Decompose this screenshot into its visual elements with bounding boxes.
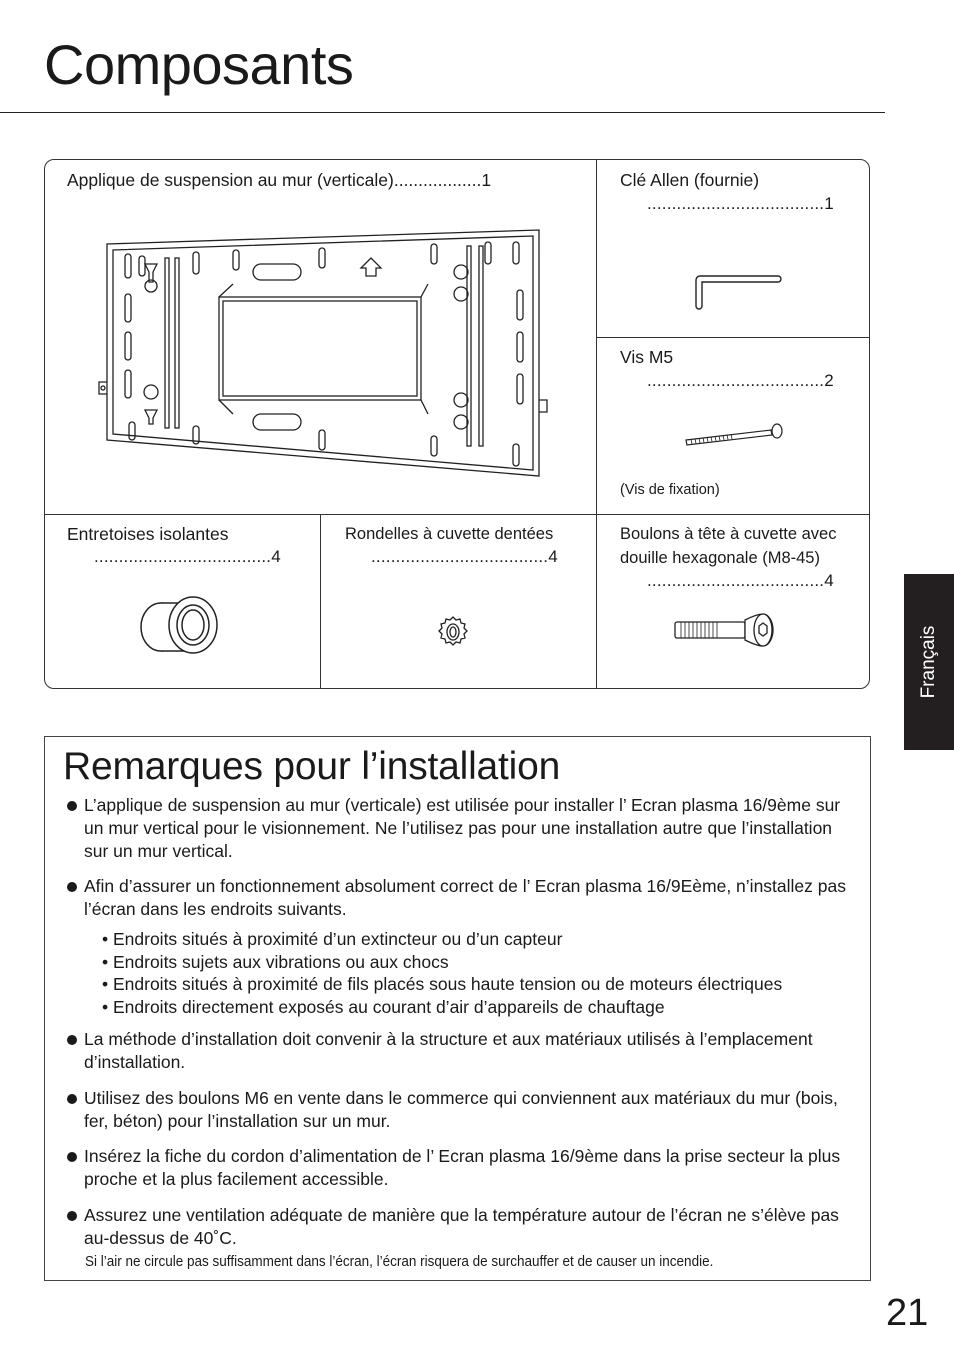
installation-remarks [44, 736, 871, 1281]
sub-item: • Endroits directement exposés au courant d’air d’appareils de chauftage [102, 997, 665, 1017]
bullet-icon [67, 1094, 77, 1104]
component-quantity: ....................................2 [647, 371, 834, 390]
language-label: Français [918, 625, 939, 699]
bullet-icon [67, 1152, 77, 1162]
component-label: Vis M5 [620, 347, 674, 367]
bullet-icon [67, 1211, 77, 1221]
grid-divider [596, 160, 597, 689]
sub-item: • Endroits situés à proximité d’un extincteur ou d’un capteur [102, 929, 563, 949]
component-note: (Vis de fixation) [620, 482, 720, 498]
remark-item: Utilisez des boulons M6 en vente dans le commerce qui conviennent aux matériaux du mur (bois, fer, béton) pour l’installation sur un mur. [67, 1087, 857, 1133]
wall-bracket-icon [93, 222, 553, 482]
allen-key-icon [688, 270, 784, 310]
component-quantity: ....................................4 [371, 547, 558, 566]
remarks-title: Remarques pour l’installation [63, 745, 561, 788]
sub-item: • Endroits situés à proximité de fils placés sous haute tension ou de moteurs électriques [102, 974, 783, 994]
grid-divider [596, 337, 870, 338]
spacer-icon [137, 595, 221, 655]
washer-icon [438, 615, 468, 649]
remark-item: La méthode d’installation doit convenir à la structure et aux matériaux utilisés à l’emplacement d’installation. [67, 1028, 857, 1074]
page-number: 21 [886, 1292, 929, 1334]
component-label: Clé Allen (fournie) [620, 170, 760, 190]
component-label: Applique de suspension au mur (verticale)..................1 [67, 170, 492, 190]
bullet-icon [67, 1035, 77, 1045]
component-quantity: ....................................4 [647, 571, 834, 590]
language-tab [904, 574, 954, 750]
page-title: Composants [44, 33, 354, 96]
component-quantity: ....................................4 [94, 547, 281, 566]
sub-item: • Endroits sujets aux vibrations ou aux chocs [102, 952, 449, 972]
bullet-icon [67, 882, 77, 892]
title-divider [0, 112, 885, 113]
remark-item: Assurez une ventilation adéquate de manière que la température autour de l’écran ne s’élève pas au-dessus de 40˚C. [67, 1204, 857, 1250]
grid-divider [45, 514, 870, 515]
grid-divider [320, 514, 321, 689]
remark-item: L’applique de suspension au mur (verticale) est utilisée pour installer l’ Ecran plasma 16/9ème sur un mur vertical pour le visionnement. Ne l’utilisez pas pour une installation autre que l’installation sur un mur vertical. [67, 794, 857, 863]
component-label: douille hexagonale (M8-45) [620, 549, 820, 567]
component-label: Entretoises isolantes [67, 524, 229, 544]
remark-item: Insérez la fiche du cordon d’alimentation de l’ Ecran plasma 16/9ème dans la prise secteur la plus proche et la plus facilement accessible. [67, 1145, 857, 1191]
component-quantity: ....................................1 [647, 194, 834, 213]
remark-footnote: Si l’air ne circule pas suffisamment dans l’écran, l’écran risquera de surchauffer et de causer un incendie. [85, 1253, 714, 1270]
component-label: Rondelles à cuvette dentées [345, 525, 554, 543]
components-table [44, 159, 870, 689]
screw-icon [683, 420, 787, 446]
bolt-icon [673, 612, 777, 648]
component-label: Boulons à tête à cuvette avec [620, 525, 837, 543]
remark-item: Afin d’assurer un fonctionnement absolument correct de l’ Ecran plasma 16/9Eème, n’installez pas l’écran dans les endroits suivants. [67, 875, 857, 921]
bullet-icon [67, 801, 77, 811]
